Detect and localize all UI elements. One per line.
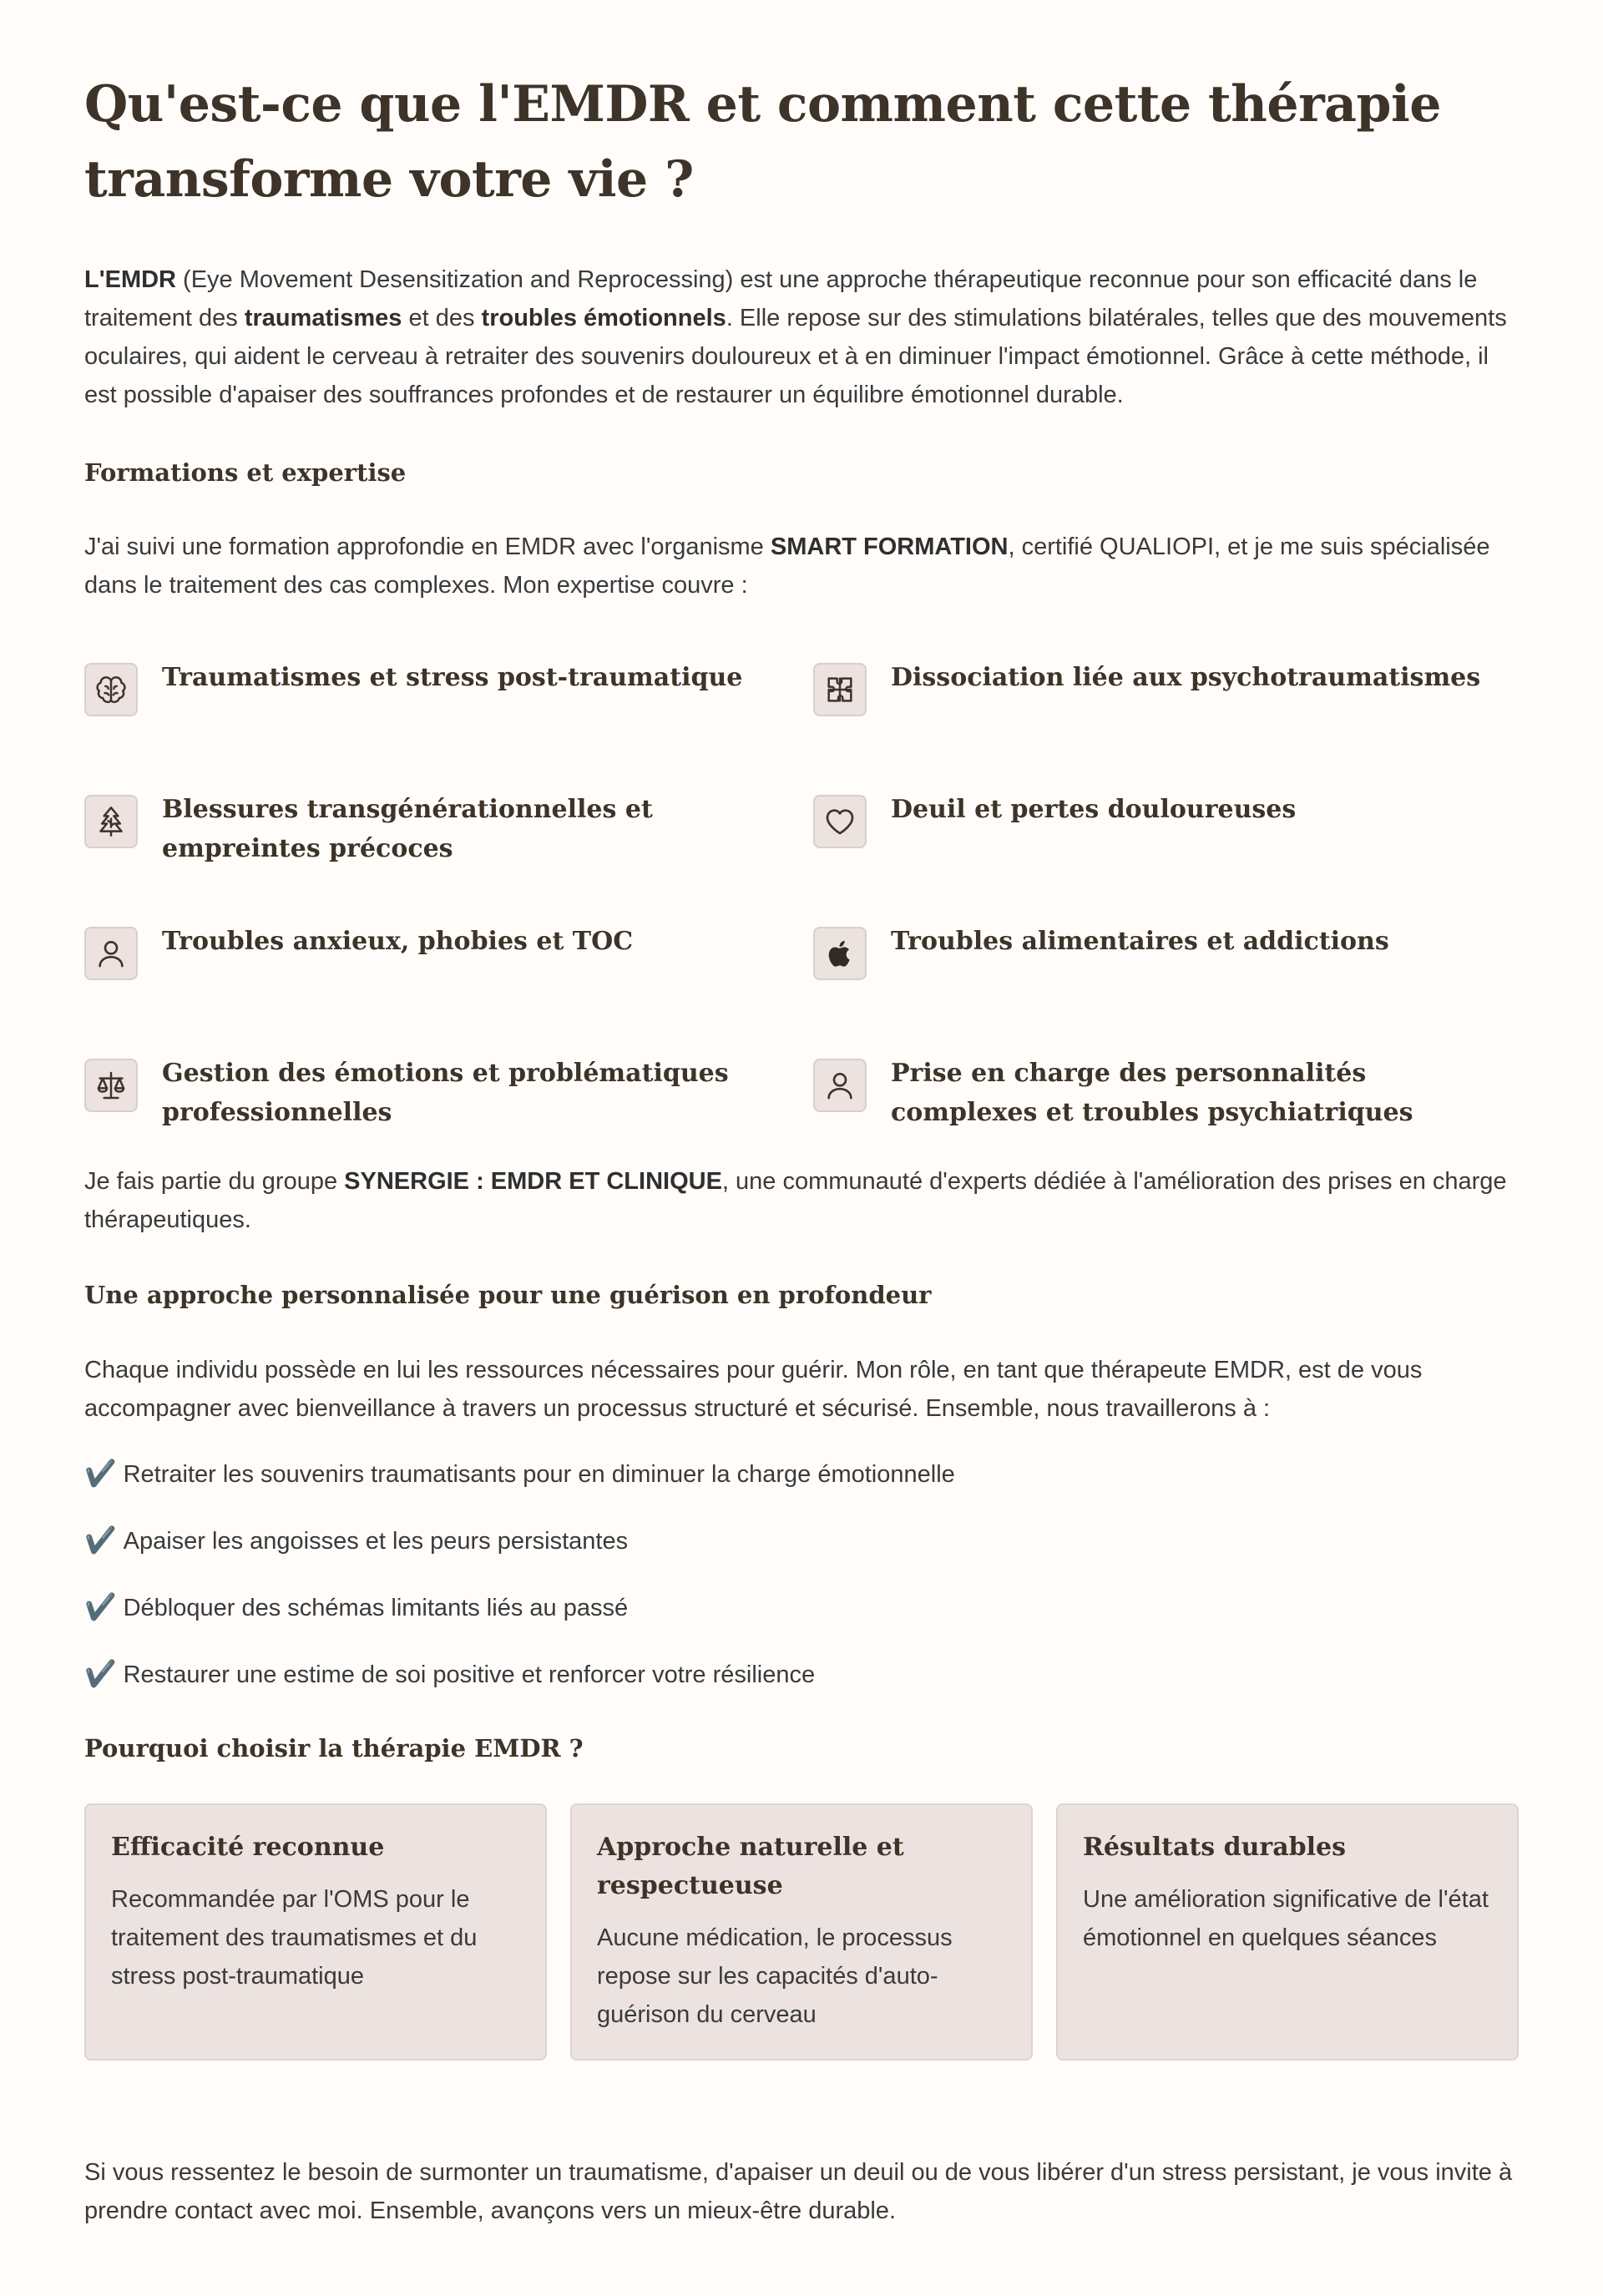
puzzle-icon xyxy=(813,663,867,716)
benefit-card xyxy=(84,1803,547,2061)
card-text: Recommandée par l'OMS pour le traitement des traumatismes et du stress post-traumatique xyxy=(111,1886,478,1990)
checklist-item: ✔️ Restaurer une estime de soi positive et renforcer votre résilience xyxy=(84,1659,816,1688)
card-title: Efficacité reconnue xyxy=(111,1833,385,1862)
expertise-label: Blessures transgénérationnelles et empreintes précoces xyxy=(162,795,653,863)
expertise-label: Troubles anxieux, phobies et TOC xyxy=(162,927,634,956)
expertise-item xyxy=(84,658,777,758)
checklist-item: ✔️ Apaiser les angoisses et les peurs persistantes xyxy=(84,1525,629,1555)
synergie-paragraph: Je fais partie du groupe SYNERGIE : EMDR ET CLINIQUE, une communauté d'experts dédiée à l'amélioration des prises en charge thérapeutiques. xyxy=(84,1168,1507,1233)
checkmark-icon: ✔️ xyxy=(84,1659,117,1688)
benefit-card xyxy=(570,1803,1033,2061)
page-title: Qu'est-ce que l'EMDR et comment cette thérapie transforme votre vie ? xyxy=(84,75,1441,209)
checkmark-icon: ✔️ xyxy=(84,1459,117,1488)
scale-icon xyxy=(84,1059,138,1112)
formations-heading: Formations et expertise xyxy=(84,458,407,487)
expertise-label: Prise en charge des personnalités complexes et troubles psychiatriques xyxy=(891,1059,1413,1127)
checklist-item: ✔️ Débloquer des schémas limitants liés au passé xyxy=(84,1592,629,1621)
apple-icon xyxy=(813,927,867,980)
expertise-item xyxy=(84,922,777,1022)
intro-emdr: L'EMDR xyxy=(84,266,176,293)
expertise-label: Troubles alimentaires et addictions xyxy=(891,927,1389,956)
benefit-card xyxy=(1056,1803,1519,2061)
person-icon xyxy=(813,1059,867,1112)
formations-paragraph: J'ai suivi une formation approfondie en EMDR avec l'organisme SMART FORMATION, certifié QUALIOPI, et je me suis spécialisée dans le traitement des cas complexes. Mon expertise couvre : xyxy=(84,534,1490,599)
expertise-label: Dissociation liée aux psychotraumatismes xyxy=(891,663,1481,692)
expertise-item xyxy=(84,790,777,890)
approche-heading: Une approche personnalisée pour une guérison en profondeur xyxy=(84,1281,932,1309)
expertise-item xyxy=(813,658,1506,758)
intro-paragraph: L'EMDR (Eye Movement Desensitization and Reprocessing) est une approche thérapeutique reconnue pour son efficacité dans le traitement des traumatismes et des troubles émotionnels. Elle repose sur des stimulations bilatérales, telles que des mouvements oculaires, qui aident le cerveau à retraiter des souvenirs douloureux et à en diminuer l'impact émotionnel. Grâce à cette méthode, il est possible d'apaiser des souffrances profondes et de restaurer un équilibre émotionnel durable. xyxy=(84,266,1507,408)
expertise-label: Traumatismes et stress post-traumatique xyxy=(162,663,743,692)
closing-paragraph: Si vous ressentez le besoin de surmonter un traumatisme, d'apaiser un deuil ou de vous libérer d'un stress persistant, je vous invite à prendre contact avec moi. Ensemble, avançons vers un mieux-être durable. xyxy=(84,2159,1513,2224)
checklist-item: ✔️ Retraiter les souvenirs traumatisants pour en diminuer la charge émotionnelle xyxy=(84,1459,955,1488)
person-icon xyxy=(84,927,138,980)
card-title: Approche naturelle et respectueuse xyxy=(597,1833,904,1900)
expertise-item xyxy=(813,790,1506,890)
tree-icon xyxy=(84,795,138,848)
expertise-item xyxy=(813,922,1506,1022)
brain-icon xyxy=(84,663,138,716)
expertise-label: Deuil et pertes douloureuses xyxy=(891,795,1297,824)
approche-paragraph: Chaque individu possède en lui les ressources nécessaires pour guérir. Mon rôle, en tant que thérapeute EMDR, est de vous accompagner avec bienveillance à travers un processus structuré et sécurisé. Ensemble, nous travaillerons à : xyxy=(84,1357,1423,1422)
pourquoi-heading: Pourquoi choisir la thérapie EMDR ? xyxy=(84,1734,584,1762)
expertise-item xyxy=(84,1054,777,1154)
checkmark-icon: ✔️ xyxy=(84,1592,117,1621)
card-title: Résultats durables xyxy=(1083,1833,1346,1862)
heart-icon xyxy=(813,795,867,848)
expertise-label: Gestion des émotions et problématiques professionnelles xyxy=(162,1059,729,1127)
card-text: Une amélioration significative de l'état émotionnel en quelques séances xyxy=(1083,1886,1489,1951)
expertise-item xyxy=(813,1054,1506,1154)
card-text: Aucune médication, le processus repose sur les capacités d'auto-guérison du cerveau xyxy=(597,1924,953,2028)
checkmark-icon: ✔️ xyxy=(84,1525,117,1555)
